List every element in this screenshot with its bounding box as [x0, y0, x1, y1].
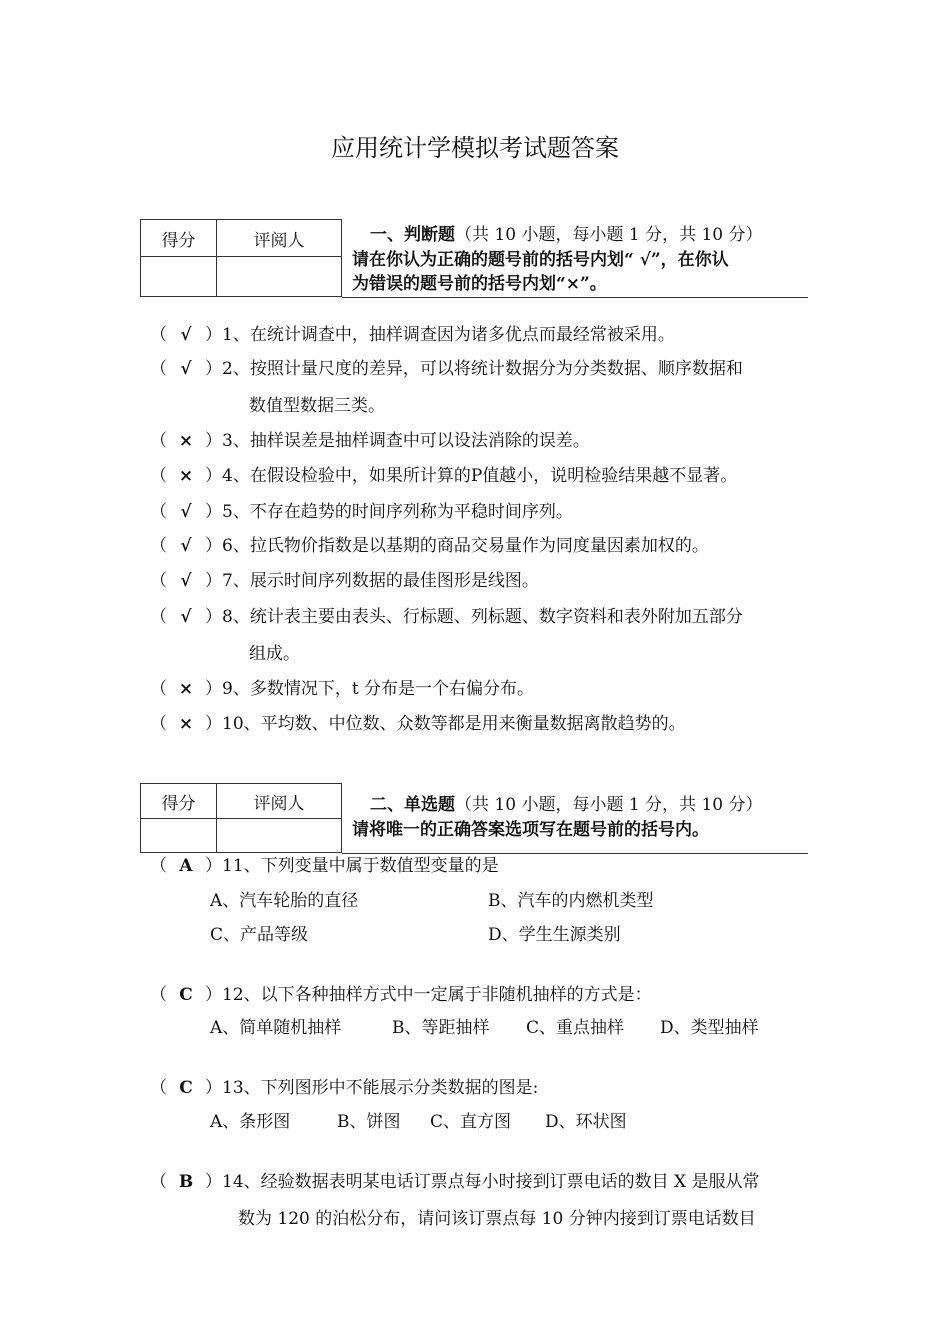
- reviewer-label: 评阅人: [217, 784, 342, 819]
- mc-option: C、产品等级: [210, 925, 309, 945]
- score-cell: [141, 257, 217, 297]
- tf-item-10: （ × ）10、平均数、中位数、众数等都是用来衡量数据离散趋势的。: [150, 714, 686, 734]
- score-label: 得分: [141, 220, 217, 257]
- mc-option: C、直方图: [430, 1112, 512, 1132]
- tf-item-9: （ × ）9、多数情况下，t 分布是一个右偏分布。: [150, 679, 535, 699]
- mc-item-11: （ A ）11、下列变量中属于数值型变量的是: [150, 856, 499, 876]
- tf-item-4: （ × ）4、在假设检验中，如果所计算的P值越小，说明检验结果越不显著。: [150, 466, 738, 486]
- mc-item-14-cont: 数为 120 的泊松分布，请问该订票点每 10 分钟内接到订票电话数目: [238, 1209, 756, 1229]
- mc-item-14: （ B ）14、经验数据表明某电话订票点每小时接到订票电话的数目 X 是服从常: [150, 1172, 760, 1192]
- mc-option: A、简单随机抽样: [210, 1018, 342, 1038]
- section2-note: （共 10 小题，每小题 1 分，共 10 分）: [455, 795, 763, 815]
- reviewer-label: 评阅人: [217, 220, 342, 257]
- document-title: 应用统计学模拟考试题答案: [331, 134, 619, 162]
- section1-heading: 一、判断题: [370, 225, 455, 245]
- mc-option: A、条形图: [210, 1112, 291, 1132]
- reviewer-cell: [217, 257, 342, 297]
- score-table-1: [140, 219, 342, 297]
- mc-option: D、类型抽样: [660, 1018, 759, 1038]
- reviewer-cell: [217, 819, 342, 853]
- tf-item-2-cont: 数值型数据三类。: [249, 396, 385, 416]
- divider: [342, 297, 808, 298]
- tf-item-8-cont: 组成。: [249, 644, 300, 664]
- divider: [342, 853, 808, 854]
- tf-item-3: （ × ）3、抽样误差是抽样调查中可以设法消除的误差。: [150, 431, 590, 451]
- tf-item-2: （ √ ）2、按照计量尺度的差异，可以将统计数据分为分类数据、顺序数据和: [150, 359, 743, 379]
- section1-instructions-1: 请在你认为正确的题号前的括号内划“ √”，在你认: [352, 250, 729, 270]
- mc-option: A、汽车轮胎的直径: [210, 891, 359, 911]
- mc-item-13: （ C ）13、下列图形中不能展示分类数据的图是:: [150, 1078, 539, 1098]
- mc-item-12: （ C ）12、以下各种抽样方式中一定属于非随机抽样的方式是：: [150, 985, 652, 1005]
- tf-item-6: （ √ ）6、拉氏物价指数是以基期的商品交易量作为同度量因素加权的。: [150, 536, 709, 556]
- score-cell: [141, 819, 217, 853]
- mc-option: B、饼图: [337, 1112, 401, 1132]
- section1-instructions-2: 为错误的题号前的括号内划“×”。: [352, 274, 607, 294]
- section1-note: （共 10 小题，每小题 1 分，共 10 分）: [455, 225, 763, 245]
- mc-option: B、汽车的内燃机类型: [488, 891, 654, 911]
- mc-option: D、学生生源类别: [488, 925, 621, 945]
- tf-item-5: （ √ ）5、不存在趋势的时间序列称为平稳时间序列。: [150, 502, 573, 522]
- mc-option: D、环状图: [545, 1112, 627, 1132]
- mc-option: B、等距抽样: [392, 1018, 490, 1038]
- mc-option: C、重点抽样: [526, 1018, 625, 1038]
- tf-item-8: （ √ ）8、统计表主要由表头、行标题、列标题、数字资料和表外附加五部分: [150, 607, 743, 627]
- score-label: 得分: [141, 784, 217, 819]
- section2-instructions: 请将唯一的正确答案选项写在题号前的括号内。: [352, 820, 709, 840]
- section2-heading: 二、单选题: [370, 795, 455, 815]
- tf-item-1: （ √ ）1、在统计调查中，抽样调查因为诸多优点而最经常被采用。: [150, 325, 675, 345]
- tf-item-7: （ √ ）7、展示时间序列数据的最佳图形是线图。: [150, 571, 539, 591]
- score-table-2: [140, 783, 342, 853]
